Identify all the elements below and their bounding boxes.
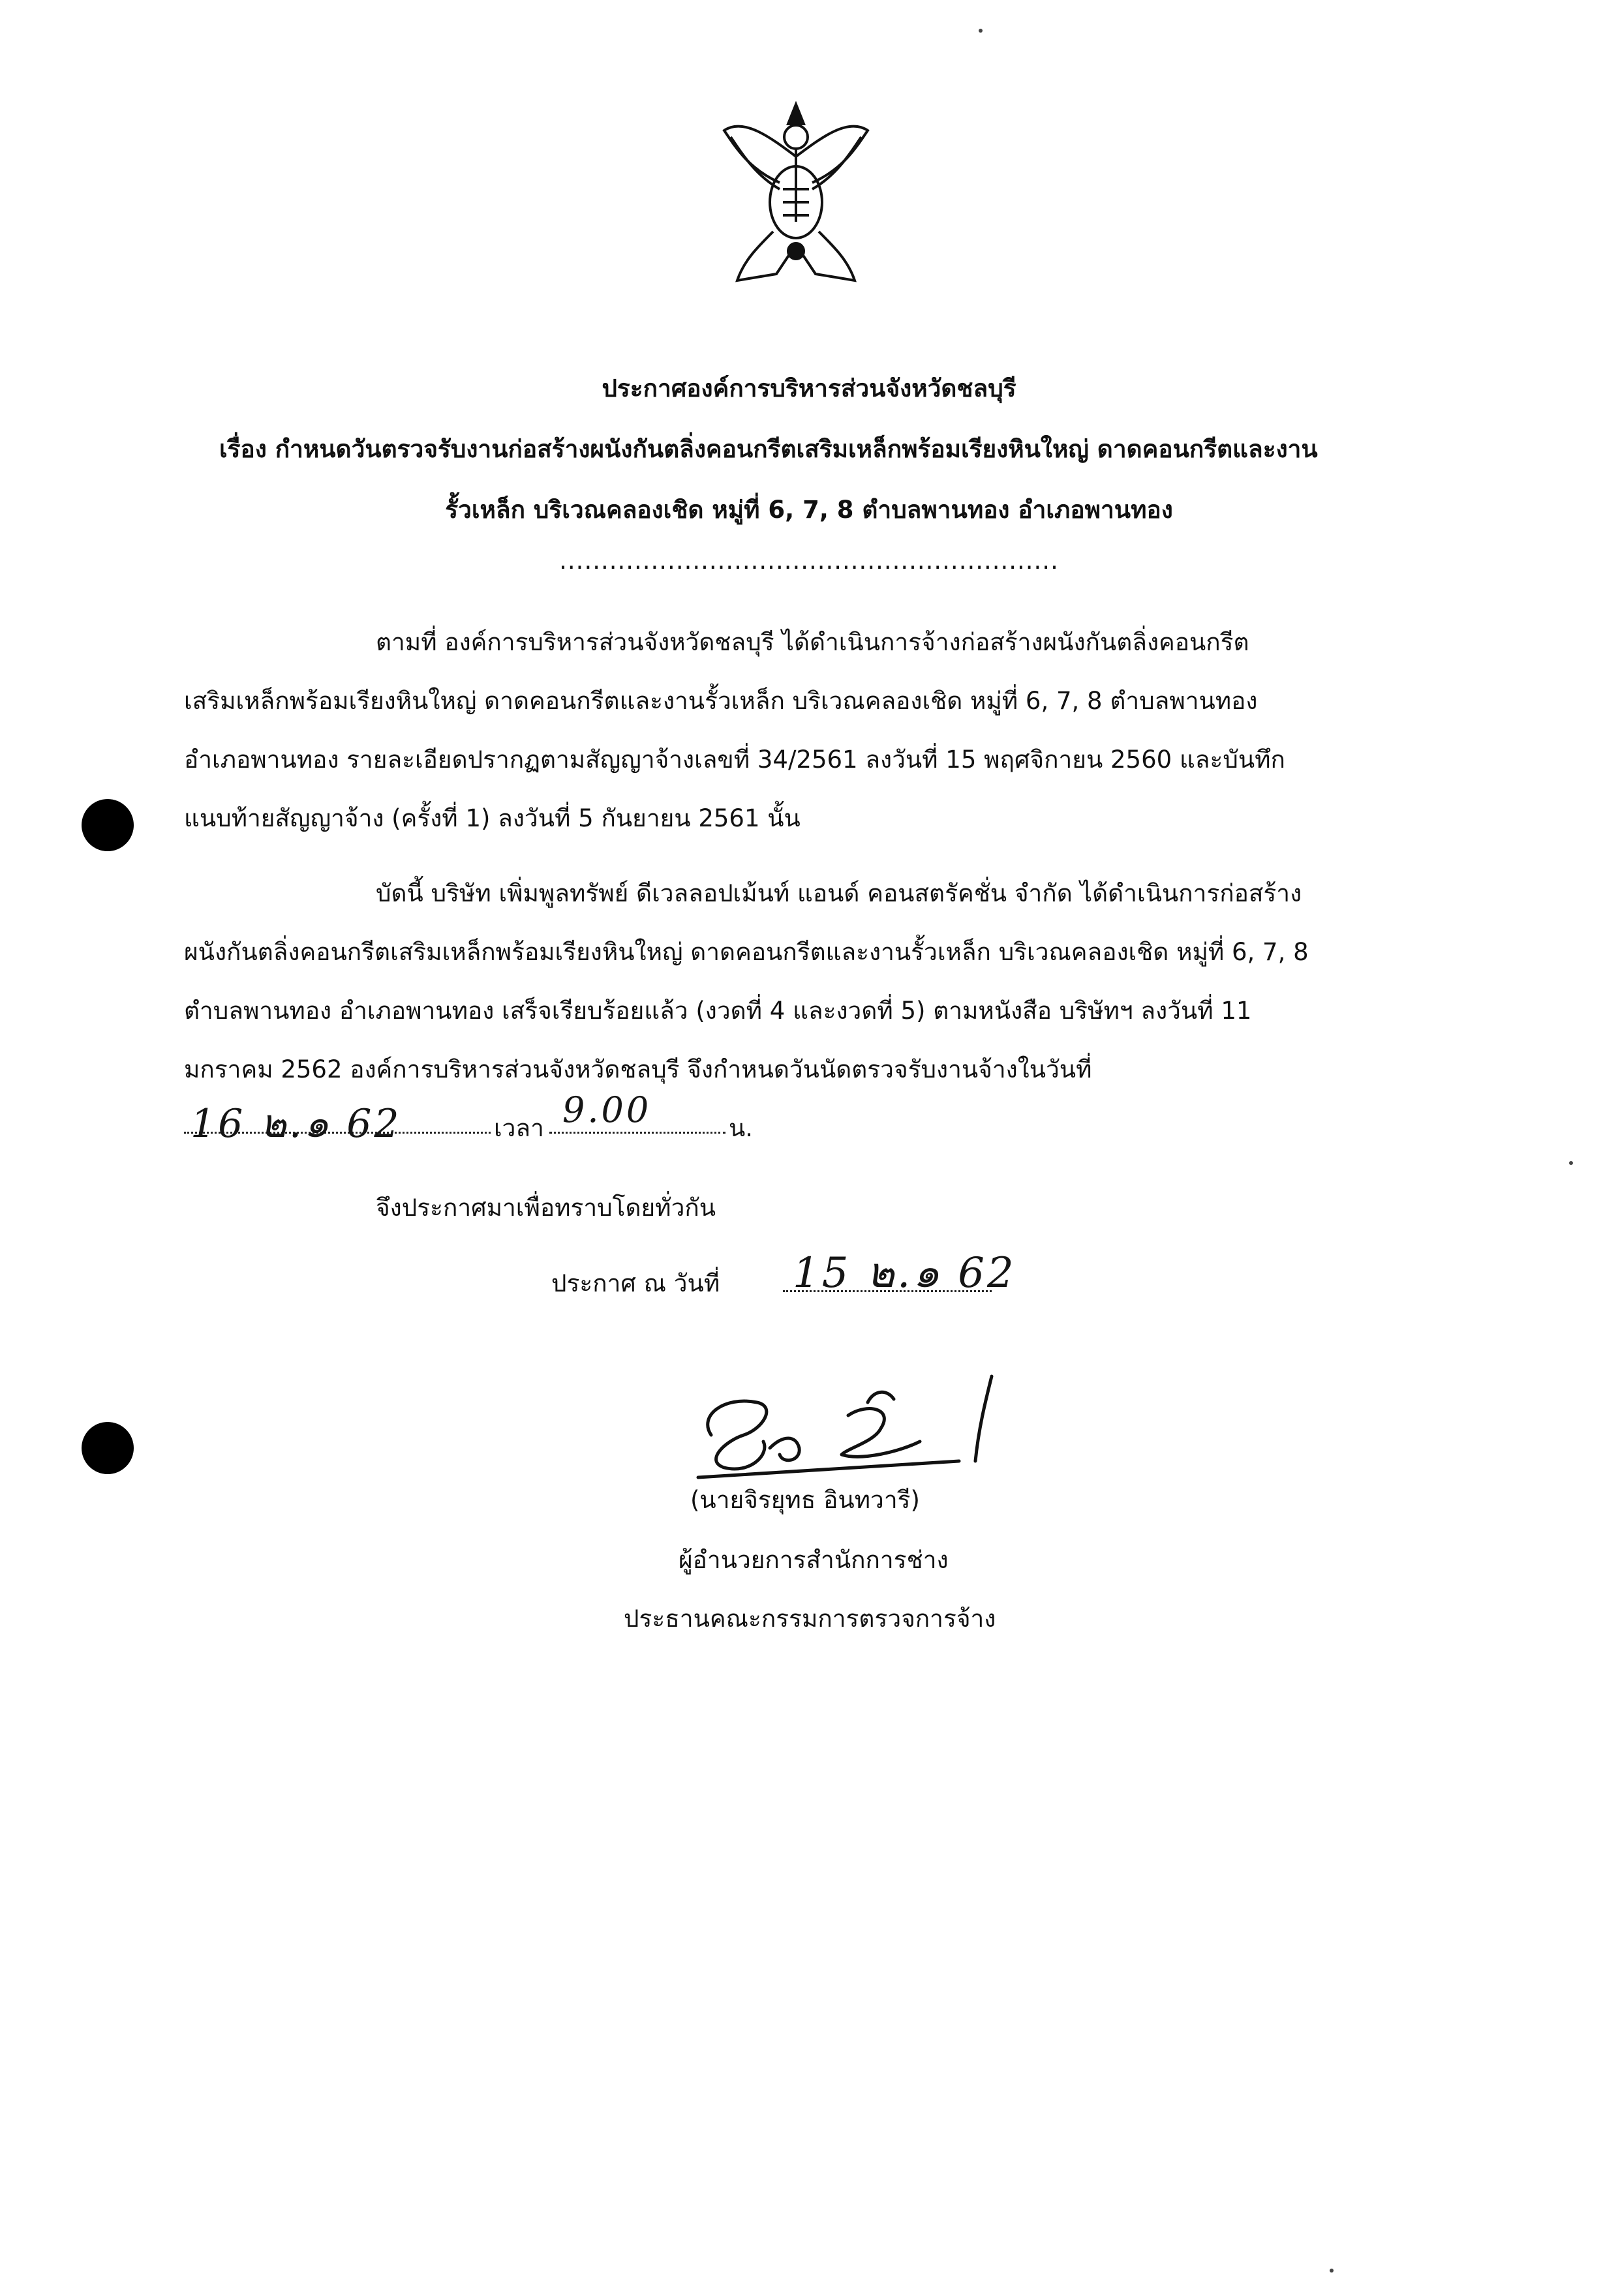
- inspection-date-handwritten: 16 ๒.๑ 62: [191, 1101, 402, 1147]
- paragraph2-line1: บัดนี้ บริษัท เพิ่มพูลทรัพย์ ดีเวลลอปเม้นท์ แอนด์ คอนสตรัคชั่น จำกัด ได้ดำเนินการก่อสร้าง: [376, 879, 1302, 907]
- paragraph2-line3: ตำบลพานทอง อำเภอพานทอง เสร็จเรียบร้อยแล้ว (งวดที่ 4 และงวดที่ 5) ตามหนังสือ บริษัทฯ ลงวันที่ 11: [184, 997, 1252, 1025]
- closing-statement: จึงประกาศมาเพื่อทราบโดยทั่วกัน: [376, 1194, 716, 1222]
- inspection-date-line: [184, 1089, 771, 1148]
- time-label: เวลา: [494, 1114, 544, 1142]
- paragraph1-line4: แนบท้ายสัญญาจ้าง (ครั้งที่ 1) ลงวันที่ 5 กันยายน 2561 นั้น: [184, 804, 801, 832]
- signatory-committee-role: ประธานคณะกรรมการตรวจการจ้าง: [624, 1605, 996, 1633]
- separator: ............................................................: [559, 547, 1059, 575]
- subject-line-2: รั้วเหล็ก บริเวณคลองเชิด หมู่ที่ 6, 7, 8 ตำบลพานทอง อำเภอพานทอง: [445, 496, 1173, 524]
- subject-line-1: เรื่อง กำหนดวันตรวจรับงานก่อสร้างผนังกันตลิ่งคอนกรีตเสริมเหล็กพร้อมเรียงหินใหญ่ ดาดคอนกรีตและงาน: [219, 435, 1318, 463]
- handwritten-signature: [685, 1363, 1011, 1487]
- punch-hole-bottom: [82, 1422, 134, 1474]
- paragraph1-line3: อำเภอพานทอง รายละเอียดปรากฏตามสัญญาจ้างเลขที่ 34/2561 ลงวันที่ 15 พฤศจิกายน 2560 และบันทึก: [184, 746, 1285, 774]
- paragraph1-line2: เสริมเหล็กพร้อมเรียงหินใหญ่ ดาดคอนกรีตและงานรั้วเหล็ก บริเวณคลองเชิด หมู่ที่ 6, 7, 8 ตำบลพานทอง: [184, 687, 1258, 715]
- scan-speck: [979, 29, 983, 33]
- announcement-date-label: ประกาศ ณ วันที่: [551, 1269, 720, 1297]
- announcement-date-line: [551, 1239, 1138, 1298]
- document-title: ประกาศองค์การบริหารส่วนจังหวัดชลบุรี: [602, 374, 1016, 402]
- announcement-date-handwritten: 15 ๒.๑ 62: [793, 1249, 1016, 1297]
- garuda-emblem: [718, 91, 874, 294]
- paragraph2-line4: มกราคม 2562 องค์การบริหารส่วนจังหวัดชลบุรี จึงกำหนดวันนัดตรวจรับงานจ้างในวันที่: [184, 1055, 1092, 1083]
- signatory-name: (นายจิรยุทธ อินทวารี): [690, 1486, 920, 1514]
- paragraph2-line2: ผนังกันตลิ่งคอนกรีตเสริมเหล็กพร้อมเรียงหินใหญ่ ดาดคอนกรีตและงานรั้วเหล็ก บริเวณคลองเชิด หมู่ที่ 6, 7, 8: [184, 938, 1309, 966]
- signatory-position: ผู้อำนวยการสำนักการช่าง: [679, 1546, 949, 1574]
- punch-hole-top: [82, 799, 134, 851]
- scan-speck: [1569, 1161, 1573, 1165]
- time-suffix: น.: [729, 1114, 754, 1142]
- inspection-time-handwritten: 9.00: [562, 1089, 652, 1130]
- paragraph1-line1: ตามที่ องค์การบริหารส่วนจังหวัดชลบุรี ได้ดำเนินการจ้างก่อสร้างผนังกันตลิ่งคอนกรีต: [376, 628, 1249, 656]
- scan-speck: [1330, 2269, 1334, 2273]
